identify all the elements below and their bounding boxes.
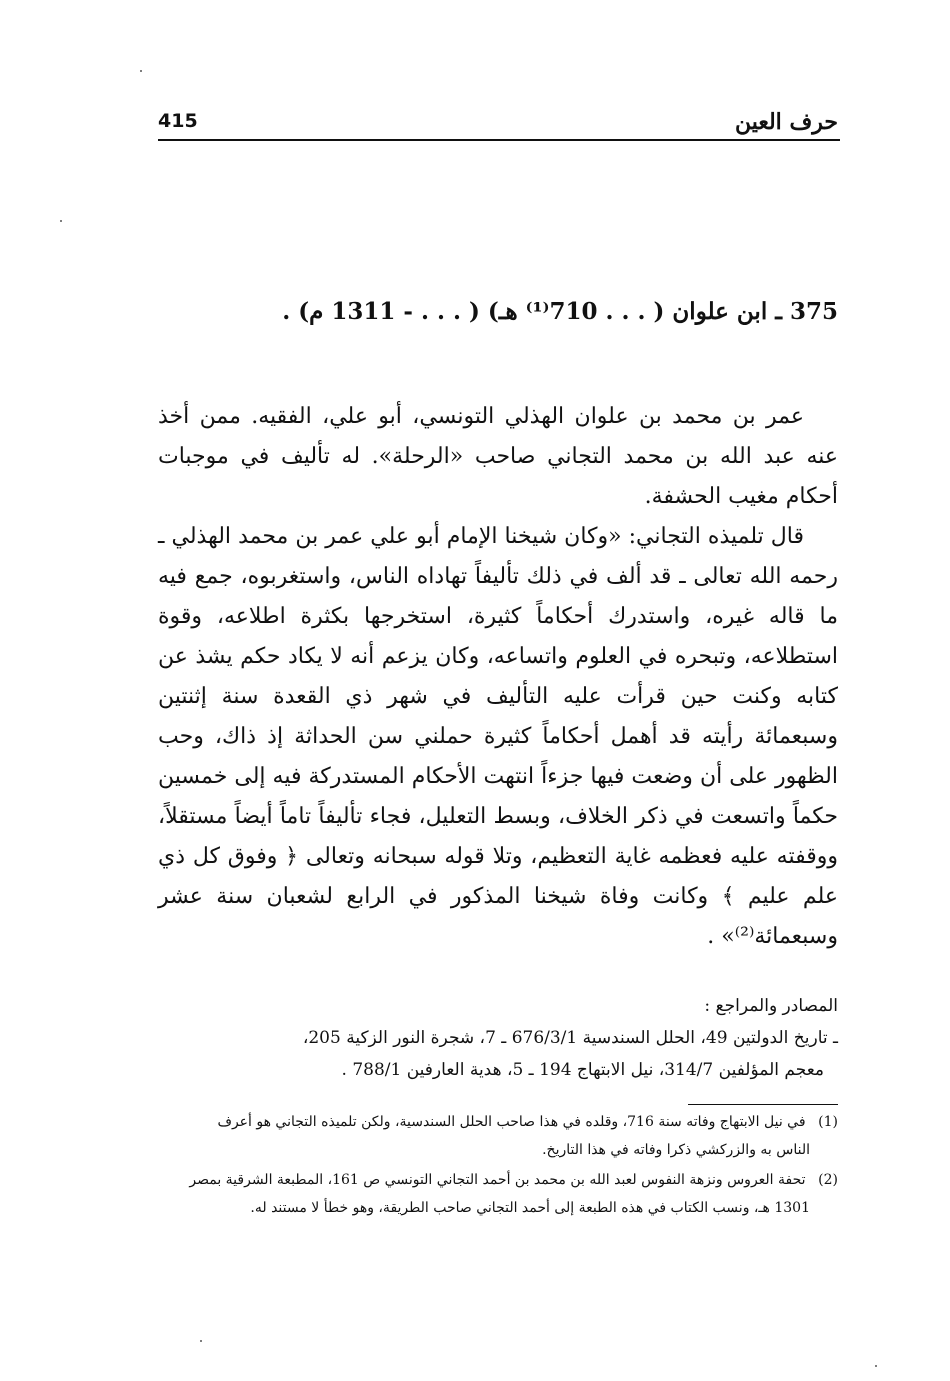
sources-line-1: ـ تاريخ الدولتين 49، الحلل السندسية 676/3/1 ـ 7، شجرة النور الزكية 205، <box>302 1028 838 1048</box>
sources-line-2: معجم المؤلفين 314/7، نيل الابتهاج 194 ـ 5، هدية العارفين 788/1 . <box>341 1060 824 1080</box>
sources-heading: المصادر والمراجع : <box>704 996 838 1016</box>
footnote-text-continued: الناس به والزركشي ذكرا وفاته في هذا التاريخ. <box>542 1142 810 1158</box>
header-divider <box>158 139 840 141</box>
footnote-divider <box>688 1104 838 1105</box>
scan-speck <box>140 70 142 72</box>
scan-speck <box>875 1365 877 1367</box>
body-paragraph-2: قال تلميذه التجاني: «وكان شيخنا الإمام أبو علي عمر بن محمد الهذلي ـ رحمه الله تعالى ـ قد ألف في ذلك تأليفاً تهاداه الناس، واستغربوه، جمع فيه ما قاله غيره، واستدرك أحكاماً كثيرة، استخرجها بكثرة اطلاعه، وقوة استطلاعه، وتبحره في العلوم واتساعه، وكان يزعم أنه لا يكاد حكم يشذ عن كتابه وكنت حين قرأت عليه التأليف في شهر ذي القعدة سنة إثنتين وسبعمائة رأيته قد أهمل أحكاماً كثيرة حملني سن الحداثة إذ ذاك، وحب الظهور على أن وضعت فيها جزءاً انتهت الأحكام المستدركة فيه إلى خمسين حكماً واتسعت في ذكر الخلاف، وبسط التعليل، فجاء تأليفاً تاماً أيضاً مستقلاً، ووقفته عليه فعظمه غاية التعظيم، وتلا قوله سبحانه وتعالى ﴿ وفوق كل ذي علم عليم ﴾ وكانت وفاة شيخنا المذكور في الرابع لشعبان سنة عشر وسبعمائة⁽²⁾» . <box>158 524 838 949</box>
footnote-1 <box>158 1108 838 1164</box>
body-paragraph-1: عمر بن محمد بن علوان الهذلي التونسي، أبو علي، الفقيه. ممن أخذ عنه عبد الله بن محمد التجاني صاحب «الرحلة». له تأليف في موجبات أحكام مغيب الحشفة. <box>158 404 838 509</box>
footnote-marker: (2) <box>818 1172 838 1188</box>
running-header-title: حرف العين <box>734 109 838 135</box>
entry-body <box>158 397 838 957</box>
footnote-2 <box>158 1166 838 1222</box>
entry-heading: 375 ـ ابن علوان ( . . . 710⁽¹⁾ هـ) ( . . . - 1311 م) . <box>282 298 838 325</box>
footnote-text-continued: 1301 هـ، ونسب الكتاب في هذه الطبعة إلى أحمد التجاني صاحب الطريقة، وهو خطأ لا مستند له. <box>250 1200 810 1216</box>
footnotes-section <box>158 1108 838 1224</box>
scan-speck <box>200 1340 202 1342</box>
footnote-text: تحفة العروس ونزهة النفوس لعبد الله بن محمد بن أحمد التجاني التونسي ص 161، المطبعة الشرقية بمصر <box>189 1172 806 1188</box>
page-number: 415 <box>158 110 198 132</box>
scan-speck <box>60 220 62 222</box>
footnote-text: في نيل الابتهاج وفاته سنة 716، وقلده في هذا صاحب الحلل السندسية، ولكن تلميذه التجاني هو أعرف <box>217 1114 806 1130</box>
sources-section <box>158 990 838 1086</box>
footnote-marker: (1) <box>818 1114 838 1130</box>
